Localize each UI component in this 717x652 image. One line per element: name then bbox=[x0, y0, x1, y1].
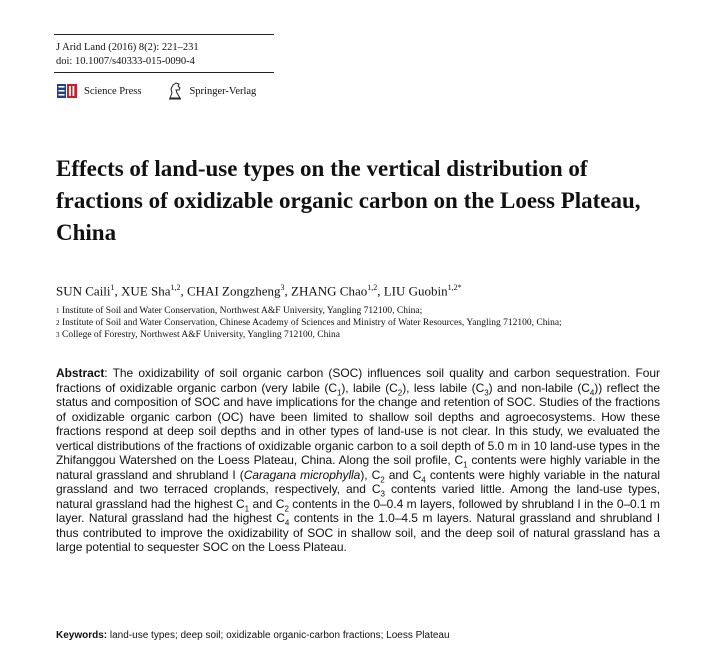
subscript: 1 bbox=[244, 503, 250, 513]
publisher-name: Science Press bbox=[84, 85, 142, 97]
author-affiliation-mark: 1,2 bbox=[367, 283, 378, 292]
subscript: 3 bbox=[484, 387, 489, 397]
keywords-label: Keywords: bbox=[56, 630, 108, 641]
author-affiliation-mark: 3 bbox=[280, 283, 285, 292]
abstract-text: contents in the 1.0–4.5 m layers. Natural grassland and shrubland I thus contributed to improve the oxidizability of SOC in shallow soil, and the deep soil of natural grassland has a large potential to sequester SOC on the Loess Plateau. bbox=[56, 511, 660, 554]
header-rule-bottom bbox=[54, 72, 274, 73]
author-affiliation-mark: 1 bbox=[110, 283, 115, 292]
abstract-text: ), less labile (C bbox=[402, 380, 485, 395]
subscript: 4 bbox=[589, 387, 595, 397]
author-separator: , bbox=[284, 283, 292, 299]
keywords bbox=[56, 630, 660, 642]
abstract-text: )) reflect the status and composition of SOC and have implications for the change and retention of SOC. Studies of the fractions of oxidizable organic carbon (OC) have been limited to shallow soil depths and agroecosystems. How these fractions respond at deep soil depths and in other types of land-use is not clear. In this study, we evaluated the vertical distributions of the fractions of oxidizable organic carbon to a soil depth of 5.0 m in 10 land-use types in the Zhifanggou Watershed on the Loess Plateau, China. Along the soil profile, C bbox=[56, 380, 660, 467]
abstract-text: contents in the 0–0.4 m layers, followed by shrubland I in the 0–0.1 m layer. Natural grassland had the highest C bbox=[56, 496, 661, 525]
abstract-text: The oxidizability of soil organic carbon (SOC) influences soil quality and carbon sequestration. Four fractions of oxidizable organic carbon (very labile (C bbox=[56, 366, 661, 395]
subscript: 2 bbox=[397, 387, 403, 397]
subscript: 4 bbox=[421, 474, 426, 484]
affiliation-list bbox=[56, 305, 666, 341]
affiliation-text: Institute of Soil and Water Conservation, Northwest A&F University, Yangling 712100, China; bbox=[62, 306, 423, 316]
header-rule-top bbox=[54, 34, 274, 35]
author-separator: , bbox=[377, 283, 384, 299]
subscript: 2 bbox=[380, 474, 385, 484]
affiliation-number: 1 bbox=[56, 307, 60, 315]
abstract-label: Abstract bbox=[56, 366, 105, 380]
author-separator: , bbox=[180, 283, 188, 299]
species-name: Caragana microphylla bbox=[243, 467, 361, 482]
author-list bbox=[56, 280, 462, 299]
abstract-text: ), C bbox=[360, 467, 381, 482]
affiliation-text: Institute of Soil and Water Conservation, Chinese Academy of Sciences and Ministry of Water Resources, Yangling 712100, China; bbox=[62, 318, 562, 328]
abstract-text: and C bbox=[384, 467, 422, 482]
author-name: LIU Guobin bbox=[383, 283, 448, 299]
abstract-text: and C bbox=[249, 496, 285, 511]
author-affiliation-mark: 1,2* bbox=[447, 283, 462, 292]
affiliation-number: 3 bbox=[56, 331, 60, 339]
author-separator: , bbox=[114, 283, 122, 299]
author-name: CHAI Zongzheng bbox=[187, 283, 281, 299]
affiliation bbox=[56, 305, 666, 317]
article-title: Effects of land-use types on the vertical distribution of fractions of oxidizable organic carbon on the Loess Plateau, China bbox=[56, 156, 641, 245]
abstract-text: ) and non-labile (C bbox=[488, 380, 590, 395]
author-affiliation-mark: 1,2 bbox=[170, 283, 181, 292]
journal-citation: J Arid Land (2016) 8(2): 221–231 bbox=[56, 42, 199, 53]
affiliation-number: 2 bbox=[56, 319, 60, 327]
keywords-text: land-use types; deep soil; oxidizable organic-carbon fractions; Loess Plateau bbox=[107, 630, 450, 641]
publisher-springer bbox=[167, 82, 256, 100]
abstract-text: contents were highly variable in the natural grassland and two terraced croplands, respectively, and C bbox=[56, 467, 660, 496]
science-press-logo-icon bbox=[56, 83, 78, 99]
publisher-name: Springer-Verlag bbox=[189, 85, 257, 97]
abstract-text: contents varied little. Among the land-use types, natural grassland had the highest C bbox=[56, 482, 660, 511]
subscript: 4 bbox=[284, 518, 290, 528]
subscript: 1 bbox=[336, 387, 342, 397]
affiliation bbox=[56, 329, 666, 341]
abstract-text: contents were highly variable in the natural grassland and shrubland I ( bbox=[56, 453, 660, 482]
author-name: XUE Sha bbox=[121, 283, 171, 299]
subscript: 1 bbox=[463, 460, 468, 470]
author-name: ZHANG Chao bbox=[291, 283, 368, 299]
abstract bbox=[56, 366, 660, 555]
abstract-colon: : bbox=[104, 366, 113, 380]
affiliation-text: College of Forestry, Northwest A&F University, Yangling 712100, China bbox=[62, 330, 340, 340]
doi: doi: 10.1007/s40333-015-0090-4 bbox=[56, 56, 195, 67]
springer-horse-logo-icon bbox=[167, 82, 183, 100]
publisher-logos bbox=[56, 80, 256, 102]
subscript: 2 bbox=[284, 503, 289, 513]
subscript: 3 bbox=[380, 489, 385, 499]
author-name: SUN Caili bbox=[56, 283, 111, 299]
abstract-text: ), labile (C bbox=[341, 380, 398, 395]
publisher-science-press bbox=[56, 83, 141, 99]
affiliation bbox=[56, 317, 666, 329]
